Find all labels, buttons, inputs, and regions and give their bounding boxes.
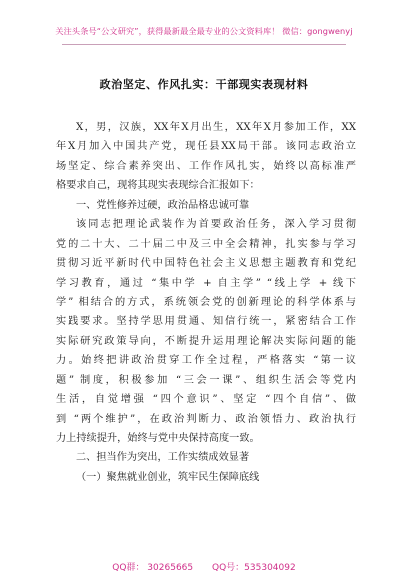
- document-body: [56, 118, 356, 487]
- body-line: 实际研究政策导向，不断提升运用理论解决实际问题的能: [56, 335, 356, 347]
- body-line: 党的二十大、二十届二中及三中全会精神，扎实参与学习: [56, 238, 356, 250]
- footer-qq-group: QQ群： 30265665: [112, 563, 194, 573]
- body-line: 题” 制度，积极参加 “三会一课”、组织生活会等党内: [56, 374, 356, 386]
- footer-contact: [0, 560, 408, 573]
- body-line: 格要求自己，现将其现实表现综合汇报如下：: [56, 180, 260, 192]
- body-line: 生活，自觉增强 “四个意识”、坚定 “四个自信”、做: [56, 394, 356, 406]
- body-line: 实践要求。坚持学思用贯通、知信行统一，紧密结合工作: [56, 316, 356, 328]
- body-line: （一）聚焦就业创业，筑牢民生保障底线: [76, 471, 260, 483]
- body-line: 力。始终把讲政治贯穿工作全过程，严格落实 “第一议: [56, 355, 356, 367]
- footer-qq-number: QQ号：535304092: [212, 563, 296, 573]
- body-line: 该同志把理论武装作为首要政治任务，深入学习贯彻: [76, 219, 356, 231]
- body-line: 学” 相结合的方式，系统领会党的创新理论的科学体系与: [56, 296, 356, 308]
- header-divider: [62, 44, 346, 45]
- body-line: 二、担当作为突出，工作实绩成效显著: [76, 452, 250, 464]
- document-title: 政治坚定、作风扎实：干部现实表现材料: [99, 78, 309, 91]
- body-line: 力上持续提升，始终与党中央保持高度一致。: [56, 433, 260, 444]
- body-line: 贯彻习近平新时代中国特色社会主义思想主题教育和党纪: [56, 258, 356, 270]
- body-line: 一、党性修养过硬，政治品格忠诚可靠: [76, 199, 250, 211]
- body-line: 场坚定、综合素养突出、工作作风扎实，始终以高标准严: [56, 160, 356, 172]
- header-banner: 关注头条号“公文研究”，获得最新最全最专业的公文资料库！ 微信：gongwenyj: [55, 26, 353, 36]
- body-line: X，男，汉族，XX年X月出生，XX年X月参加工作，XX: [76, 122, 356, 133]
- body-line: 到 “两个维护”，在政治判断力、政治领悟力、政治执行: [56, 413, 356, 425]
- body-line: 年X月加入中国共产党，现任县XX局干部。该同志政治立: [56, 141, 356, 153]
- body-line: 学习教育，通过 “集中学 + 自主学” “线上学 + 线下: [56, 277, 356, 289]
